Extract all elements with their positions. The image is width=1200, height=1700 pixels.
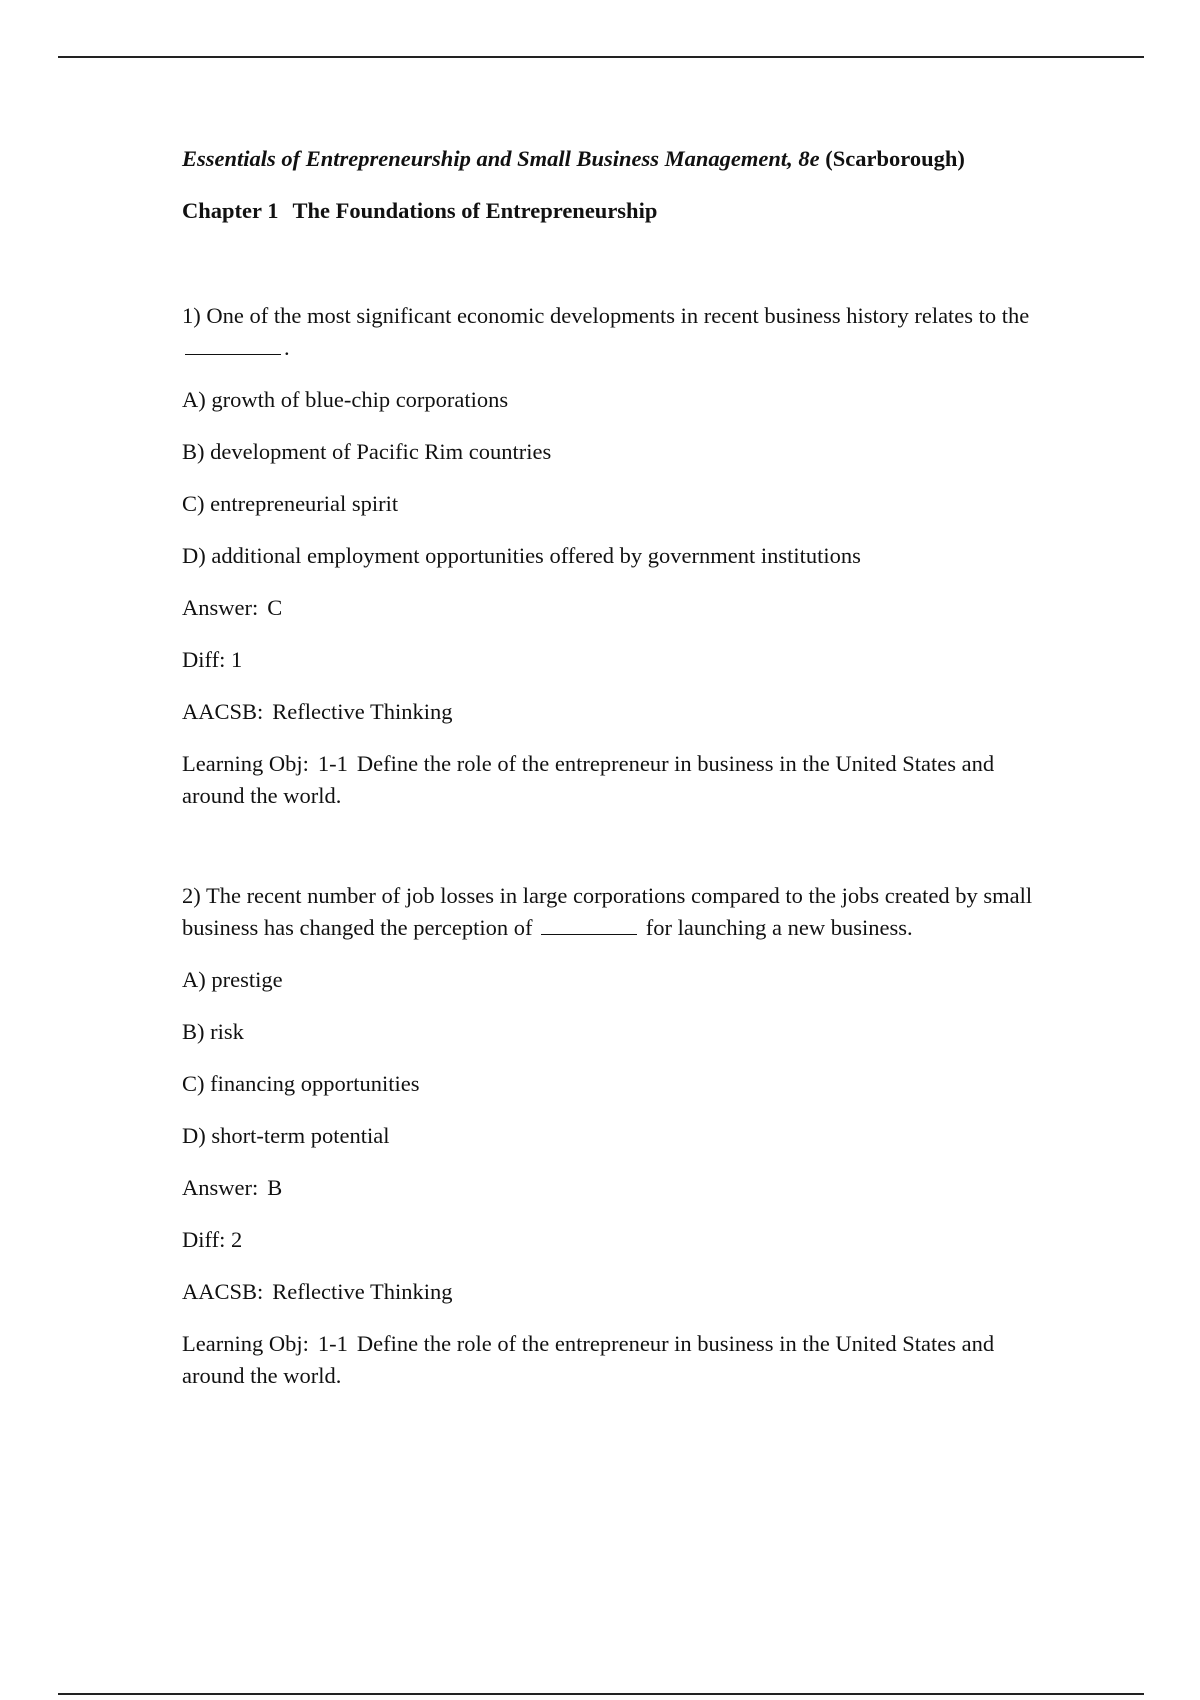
option-c: C) financing opportunities bbox=[182, 1071, 420, 1096]
difficulty-line: Diff: 1 bbox=[182, 647, 243, 672]
answer-line: Answer: B bbox=[182, 1175, 283, 1200]
option-d: D) short-term potential bbox=[182, 1123, 390, 1148]
option-d: D) additional employment opportunities offered by government institutions bbox=[182, 543, 861, 568]
option-b: B) risk bbox=[182, 1019, 244, 1044]
answer-value: C bbox=[267, 595, 283, 620]
answer-value: B bbox=[267, 1175, 283, 1200]
aacsb-value: Reflective Thinking bbox=[272, 1279, 453, 1304]
learning-objective: Learning Obj: 1-1 Define the role of the entrepreneur in business in the United States and around the world. bbox=[182, 1331, 995, 1388]
answer-blank bbox=[541, 914, 637, 935]
book-title: Essentials of Entrepreneurship and Small Business Management, 8e bbox=[182, 146, 820, 171]
question-stem: 2) The recent number of job losses in large corporations compared to the jobs created by small business has changed the perception of for launching a new business. bbox=[182, 883, 1033, 940]
learning-objective: Learning Obj: 1-1 Define the role of the entrepreneur in business in the United States and around the world. bbox=[182, 751, 995, 808]
option-a: A) prestige bbox=[182, 967, 283, 992]
aacsb-value: Reflective Thinking bbox=[272, 699, 453, 724]
question-1 bbox=[182, 300, 1052, 812]
chapter-heading bbox=[182, 195, 1052, 227]
chapter-label: Chapter 1 bbox=[182, 198, 279, 223]
option-b: B) development of Pacific Rim countries bbox=[182, 439, 552, 464]
aacsb-line: AACSB: Reflective Thinking bbox=[182, 699, 453, 724]
difficulty-line: Diff: 2 bbox=[182, 1227, 243, 1252]
document-body bbox=[182, 143, 1052, 1392]
question-stem: 1) One of the most significant economic developments in recent business history relates to the . bbox=[182, 303, 1030, 360]
option-c: C) entrepreneurial spirit bbox=[182, 491, 399, 516]
option-a: A) growth of blue-chip corporations bbox=[182, 387, 509, 412]
chapter-title: The Foundations of Entrepreneurship bbox=[292, 198, 658, 223]
top-rule bbox=[58, 56, 1144, 58]
book-author: (Scarborough) bbox=[825, 146, 965, 171]
question-2 bbox=[182, 880, 1052, 1392]
answer-line: Answer: C bbox=[182, 595, 283, 620]
difficulty-value: 2 bbox=[230, 1227, 243, 1252]
difficulty-value: 1 bbox=[230, 647, 243, 672]
answer-blank bbox=[185, 334, 281, 355]
bottom-rule bbox=[58, 1693, 1144, 1695]
document-title bbox=[182, 143, 1052, 175]
aacsb-line: AACSB: Reflective Thinking bbox=[182, 1279, 453, 1304]
